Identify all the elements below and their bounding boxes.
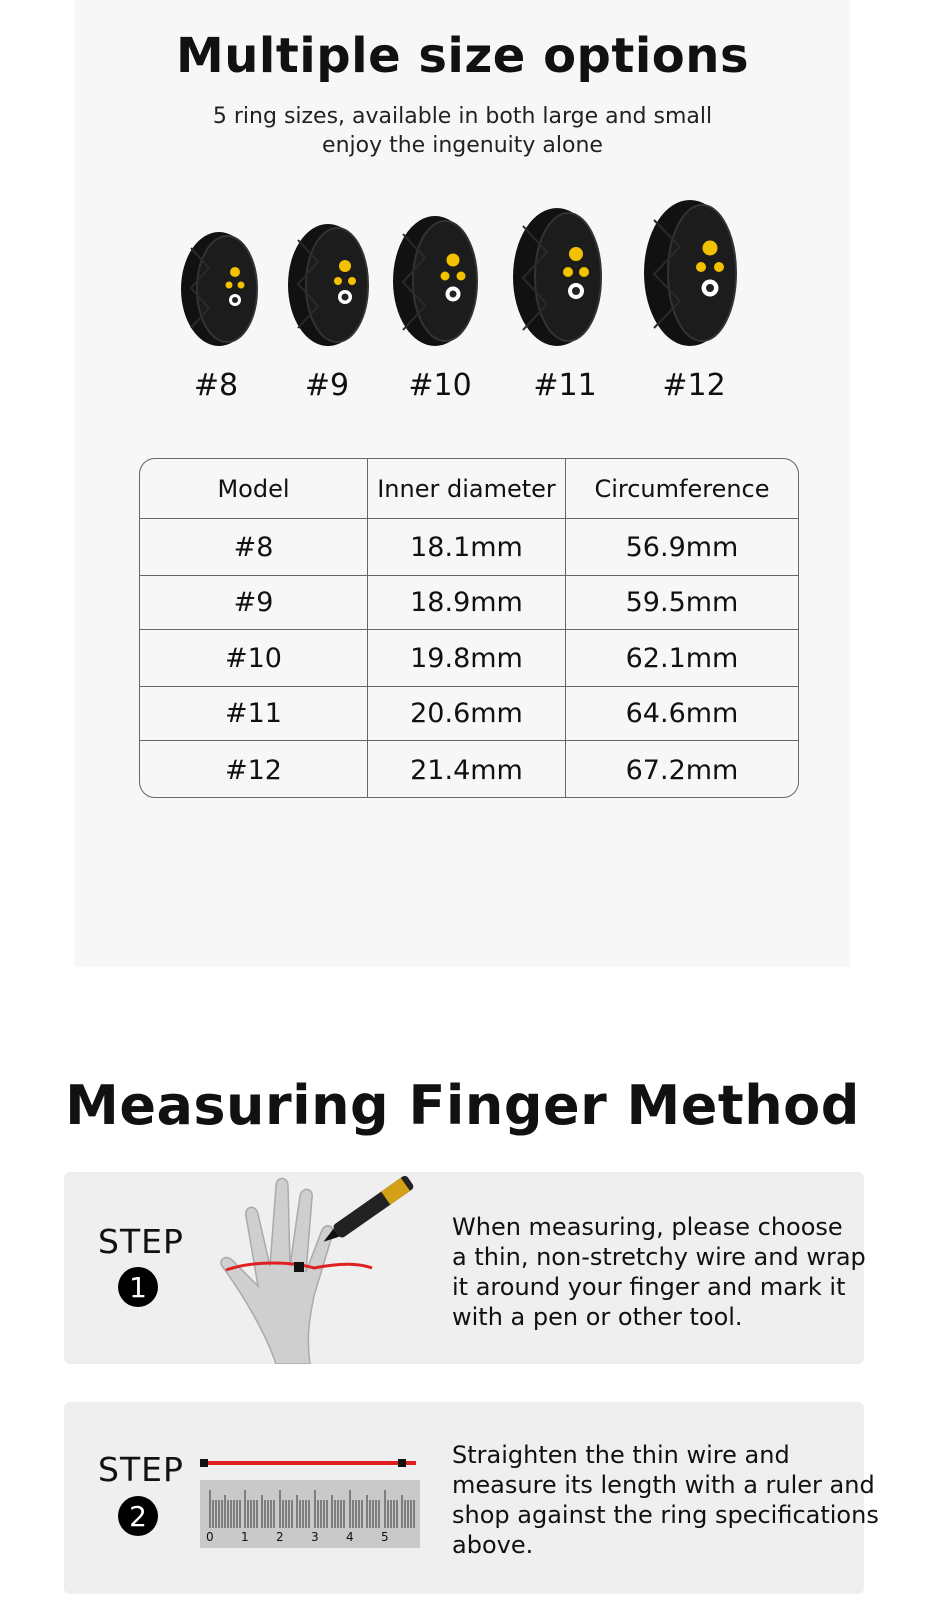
- cell-inner-diameter: 18.1mm: [368, 519, 566, 575]
- table-row: [140, 630, 798, 687]
- cell-inner-diameter: 19.8mm: [368, 630, 566, 686]
- header-circumference: Circumference: [594, 474, 770, 503]
- step-1-description: [452, 1212, 866, 1332]
- ring-image-12: [640, 196, 740, 350]
- ring-label-9: #9: [304, 368, 350, 403]
- cell-circumference: 67.2mm: [625, 754, 739, 786]
- page-title: Multiple size options: [175, 28, 750, 84]
- step-2-line: measure its length with a ruler and: [452, 1471, 875, 1499]
- ruler-number: 3: [311, 1530, 319, 1544]
- cell-model: #10: [140, 630, 368, 686]
- cell-model: #12: [140, 741, 368, 798]
- table-row: [140, 741, 798, 798]
- step-2-line: Straighten the thin wire and: [452, 1441, 790, 1469]
- cell-inner-diameter: 18.9mm: [368, 576, 566, 629]
- hand-with-pen-icon: [214, 1166, 444, 1368]
- cell-inner-diameter: 21.4mm: [368, 741, 566, 798]
- ruler-number: 0: [206, 1530, 214, 1544]
- ruler-number: 4: [346, 1530, 354, 1544]
- header-model: Model: [140, 459, 368, 518]
- ring-image-8: [177, 228, 261, 350]
- size-table: [139, 458, 799, 798]
- step-1-line: it around your finger and mark it: [452, 1273, 846, 1301]
- step-1-line: a thin, non-stretchy wire and wrap: [452, 1243, 866, 1271]
- step-1-line: with a pen or other tool.: [452, 1303, 743, 1331]
- cell-model: #11: [140, 687, 368, 740]
- step-2-line: above.: [452, 1531, 534, 1559]
- ruler-number: 5: [381, 1530, 389, 1544]
- cell-circumference: 59.5mm: [625, 587, 739, 618]
- ring-label-11: #11: [533, 368, 597, 403]
- cell-model: #9: [140, 576, 368, 629]
- cell-model: #8: [140, 519, 368, 575]
- table-row: [140, 576, 798, 630]
- ring-image-10: [389, 212, 481, 350]
- table-row: [140, 687, 798, 741]
- ring-image-11: [509, 204, 605, 350]
- header-inner-diameter: Inner diameter: [368, 459, 566, 518]
- measuring-title: Measuring Finger Method: [65, 1074, 860, 1137]
- table-row: [140, 519, 798, 576]
- ring-label-10: #10: [408, 368, 472, 403]
- ring-image-9: [284, 220, 372, 350]
- step-1-word: STEP: [98, 1222, 184, 1261]
- step-2-description: [452, 1440, 879, 1560]
- table-header-row: [140, 459, 798, 519]
- straightened-wire-icon: [200, 1454, 420, 1466]
- step-1-card: [64, 1172, 864, 1364]
- step-2-word: STEP: [98, 1450, 184, 1489]
- step-1-number-badge: 1: [118, 1267, 158, 1307]
- ruler-icon: [200, 1480, 420, 1548]
- cell-inner-diameter: 20.6mm: [368, 687, 566, 740]
- cell-circumference: 62.1mm: [625, 642, 739, 674]
- subtitle-line-2: enjoy the ingenuity alone: [322, 133, 603, 158]
- ring-label-12: #12: [662, 368, 726, 403]
- step-1-line: When measuring, please choose: [452, 1213, 843, 1241]
- subtitle-line-1: 5 ring sizes, available in both large and small: [212, 104, 713, 129]
- step-2-number-badge: 2: [118, 1496, 158, 1536]
- ring-label-8: #8: [193, 368, 239, 403]
- step-2-card: [64, 1402, 879, 1594]
- cell-circumference: 56.9mm: [625, 531, 739, 563]
- ruler-number: 1: [241, 1530, 249, 1544]
- step-2-line: shop against the ring specifications: [452, 1501, 879, 1529]
- ruler-number: 2: [276, 1530, 284, 1544]
- cell-circumference: 64.6mm: [625, 698, 739, 729]
